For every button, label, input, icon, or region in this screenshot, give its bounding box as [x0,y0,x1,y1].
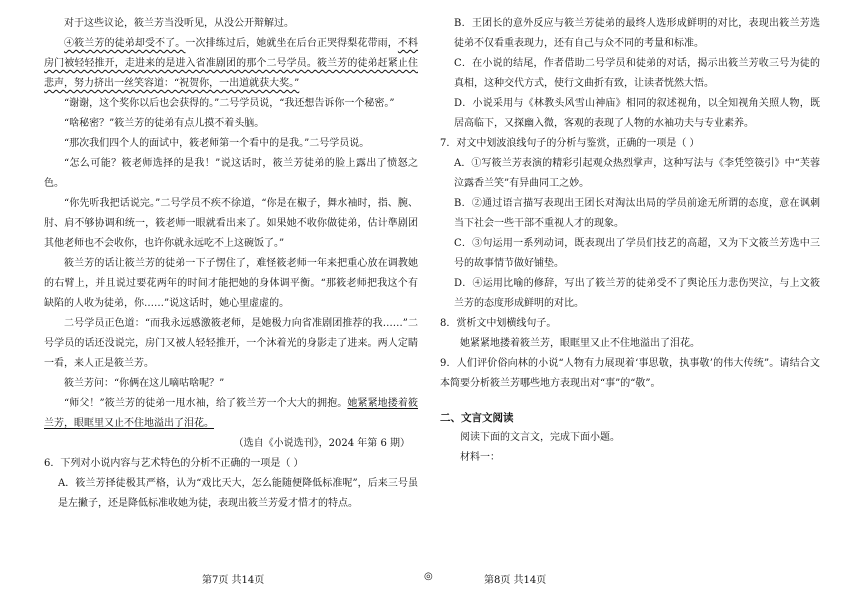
left-column [44,14,418,514]
section-heading: 二、文言文阅读 [440,412,514,424]
left-page-number: 第7页 共14页 [202,575,265,586]
paragraph: “谢谢，这个奖你以后也会获得的。”二号学员说，“我还想告诉你一个秘密。” [64,98,395,109]
wavy-underlined-sentence: ④筱兰芳的徒弟却受不了。 [64,38,186,49]
option-d: D．小说采用与《林教头风雪山神庙》相同的叙述视角，以全知视角关照人物，既居高临下，又探幽入微，客观的表现了人物的水袖功夫与专业素养。 [454,98,820,129]
paragraph: “那次我们四个人的面试中，筱老师第一个看中的是我。”二号学员说。 [64,138,370,149]
option-a: A．筱兰芳择徒极其严格，认为“戏比天大，怎么能随便降低标准呢”，后来三号虽是左撇子，还是降低标准收她为徒，表现出筱兰芳爱才惜才的特点。 [58,478,418,509]
spacer [440,394,820,408]
option-c: C．在小说的结尾，作者借助二号学员和徒弟的对话，揭示出筱兰芳收三号为徒的真相，这种交代方式，使行文曲折有致，让读者恍然大悟。 [454,58,820,89]
paragraph [44,394,418,434]
paragraph: “怎么可能？筱老师选择的是我！”说这话时，筱兰芳徒弟的脸上露出了愤怒之色。 [44,158,418,189]
center-mark-icon: ◎ [424,571,433,582]
paragraph: “啥秘密？”筱兰芳的徒弟有点儿摸不着头脑。 [64,118,265,129]
page-footer [0,571,860,591]
option-b: B．②通过语言描写表现出王团长对淘汰出局的学员前途无所谓的态度，意在讽刺当下社会一些干部不重视人才的现象。 [454,198,820,229]
paragraph [44,34,418,94]
material-label: 材料一： [460,452,500,463]
question-7: 7．对文中划波浪线句子的分析与鉴赏，正确的一项是（ ） [440,138,700,149]
paragraph: 对于这些议论，筱兰芳当没听见，从没公开辩解过。 [64,18,294,29]
option-a: A．①写筱兰芳表演的精彩引起观众热烈掌声，这种写法与《李凭箜篌引》中“芙蓉泣露香兰笑”有异曲同工之妙。 [454,158,820,189]
source-citation: （选自《小说选刊》，2024 年第 6 期） [233,438,410,449]
paragraph: 筱兰芳的话让筱兰芳的徒弟一下子愣住了，难怪筱老师一年来把重心放在调教她的右臂上，并且说过要花两年的时间才能把她的身体调平衡。“那筱老师把我这个有缺陷的人收为徒弟，你……”说这话时，她心里虚虚的。 [44,258,418,309]
text-run: “师父！”筱兰芳的徒弟一甩水袖，给了筱兰芳一个大大的拥抱。 [64,398,348,409]
instruction: 阅读下面的文言文，完成下面小题。 [460,432,620,443]
text-run: 一次排练过后，她就坐在后台正哭得梨花带雨， [185,38,398,49]
underlined-sentence: 她紧紧地搂着筱兰芳，眼眶里又止不住地溢出了泪花。 [44,398,419,429]
question-6: 6．下列对小说内容与艺术特色的分析不正确的一项是（ ） [44,458,304,469]
question-8-quote: 她紧紧地搂着筱兰芳，眼眶里又止不住地溢出了泪花。 [460,338,700,349]
question-9: 9．人们评价俗向林的小说“人物有力展现着‘事思敬，执事敬’的伟大传统”。请结合文本简要分析筱兰芳哪些地方表现出对“事”的“敬”。 [440,358,820,389]
option-d: D．④运用比喻的修辞，写出了筱兰芳的徒弟受不了舆论压力悲伤哭泣，与上文筱兰芳的态度形成鲜明的对比。 [454,278,820,309]
wavy-underlined-sentence: 不料房门被轻轻推开，走进来的是进入省准剧团的那个二号学员。筱兰芳的徒弟赶紧止住悲声，努力挤出一丝笑容道：“祝贺你，一出道就获大奖。” [44,38,419,89]
right-column [440,14,820,468]
paragraph: 二号学员正色道：“而我永远感激筱老师，是她极力向省准剧团推荐的我……”二号学员的话还没说完，房门又被人轻轻推开，一个沐着光的身影走了进来。两人定睛一看，来人正是筱兰芳。 [44,318,418,369]
option-c: C．③句运用一系列动词，既表现出了学员们技艺的高超，又为下文筱兰芳选中三号的故事情节做好铺垫。 [454,238,820,269]
paragraph: “你先听我把话说完。”二号学员不疾不徐道，“你是在椒子，舞水袖时，指、腕、肘、肩不够协调和统一，筱老师一眼就看出来了。如果她不收你做徒弟，估计準剧团其他老师也不会收你，也许你就永远吃不上这碗饭了。” [44,198,418,249]
question-8: 8．赏析文中划横线句子。 [440,318,557,329]
option-b: B．王团长的意外反应与筱兰芳徒弟的最终人选形成鲜明的对比，表现出筱兰芳选徒弟不仅看重表现力，还有自己与众不同的考量和标准。 [454,18,820,49]
paragraph: 筱兰芳问：“你俩在这儿嘀咕啥呢？” [64,378,225,389]
right-page-number: 第8页 共14页 [484,575,547,586]
